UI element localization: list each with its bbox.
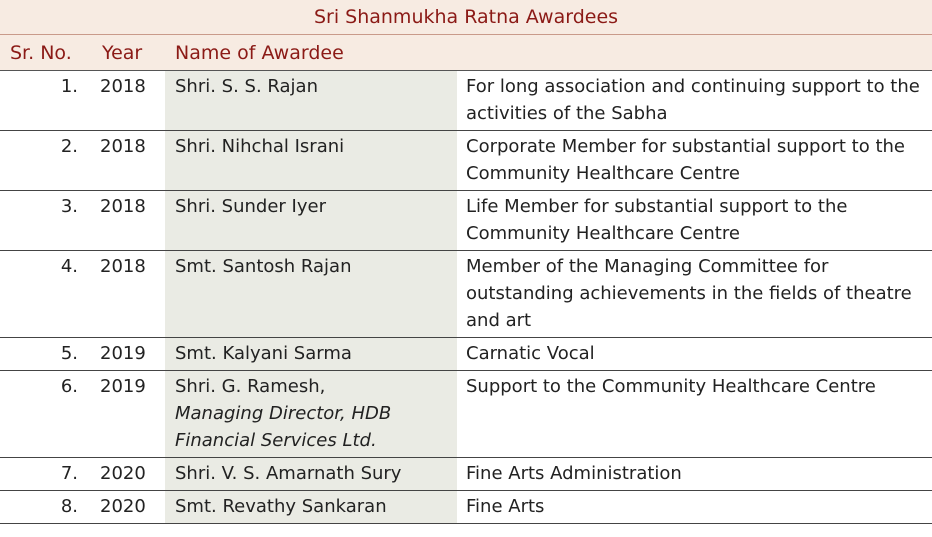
description-cell [457,458,932,491]
year-text: 2019 [100,376,146,397]
year-cell [92,458,165,491]
description-cell [457,491,932,524]
description-cell [457,71,932,131]
table-row [0,338,932,371]
description-text: Life Member for substantial support to the Community Healthcare Centre [466,196,848,244]
description-text: Fine Arts [466,496,545,517]
description-text: Corporate Member for substantial support to the Community Healthcare Centre [466,136,905,184]
sr-no-text: 7. [60,463,78,484]
awardee-name-text: Shri. Sunder Iyer [175,196,326,217]
year-text: 2020 [100,496,146,517]
year-cell [92,371,165,458]
sr-no-text: 2. [60,136,78,157]
description-text: Carnatic Vocal [466,343,595,364]
awardee-name-text: Smt. Santosh Rajan [175,256,352,277]
table-title: Sri Shanmukha Ratna Awardees [0,0,932,35]
description-text: Member of the Managing Committee for outstanding achievements in the fields of theatre and art [466,256,912,331]
year-text: 2018 [100,76,146,97]
header-name: Name of Awardee [165,35,457,71]
sr-no-text: 3. [60,196,78,217]
year-text: 2018 [100,256,146,277]
year-cell [92,191,165,251]
sr-no-cell [0,251,92,338]
table-row [0,251,932,338]
sr-no-text: 6. [60,376,78,397]
awardee-name-text: Shri. V. S. Amarnath Sury [175,463,402,484]
sr-no-cell [0,458,92,491]
sr-no-text: 1. [60,76,78,97]
sr-no-cell [0,491,92,524]
sr-no-text: 5. [60,343,78,364]
table-row [0,71,932,131]
awardee-name-cell [165,371,457,458]
awardee-name-text: Smt. Revathy Sankaran [175,496,387,517]
year-cell [92,71,165,131]
description-text: Support to the Community Healthcare Centre [466,376,876,397]
year-cell [92,251,165,338]
sr-no-cell [0,71,92,131]
awardee-designation: Managing Director, HDB Financial Services Ltd. [175,403,392,451]
sr-no-cell [0,338,92,371]
awardees-table [0,35,932,524]
awardee-name-cell [165,191,457,251]
awardee-name-cell [165,251,457,338]
header-description [457,35,932,71]
awardee-name-text: Smt. Kalyani Sarma [175,343,352,364]
year-cell [92,338,165,371]
awardee-name-text: Shri. Nihchal Israni [175,136,345,157]
table-row [0,191,932,251]
year-cell [92,131,165,191]
description-text: Fine Arts Administration [466,463,682,484]
sr-no-cell [0,131,92,191]
sr-no-text: 8. [60,496,78,517]
description-cell [457,251,932,338]
year-text: 2018 [100,136,146,157]
awardee-name-cell [165,131,457,191]
table-body [0,71,932,524]
sr-no-text: 4. [60,256,78,277]
sr-no-cell [0,191,92,251]
sr-no-cell [0,371,92,458]
year-cell [92,491,165,524]
awardee-name-text: Shri. S. S. Rajan [175,76,318,97]
table-row [0,458,932,491]
header-sr-no: Sr. No. [0,35,92,71]
description-cell [457,191,932,251]
header-row [0,35,932,71]
year-text: 2020 [100,463,146,484]
awardee-name-cell [165,458,457,491]
table-row [0,491,932,524]
header-year: Year [92,35,165,71]
awardee-name-cell [165,491,457,524]
awardee-name-cell [165,338,457,371]
awardee-name-cell [165,71,457,131]
year-text: 2019 [100,343,146,364]
year-text: 2018 [100,196,146,217]
description-text: For long association and continuing support to the activities of the Sabha [466,76,920,124]
table-row [0,131,932,191]
description-cell [457,338,932,371]
awardee-name-text: Shri. G. Ramesh, [175,376,326,397]
description-cell [457,371,932,458]
description-cell [457,131,932,191]
table-row [0,371,932,458]
